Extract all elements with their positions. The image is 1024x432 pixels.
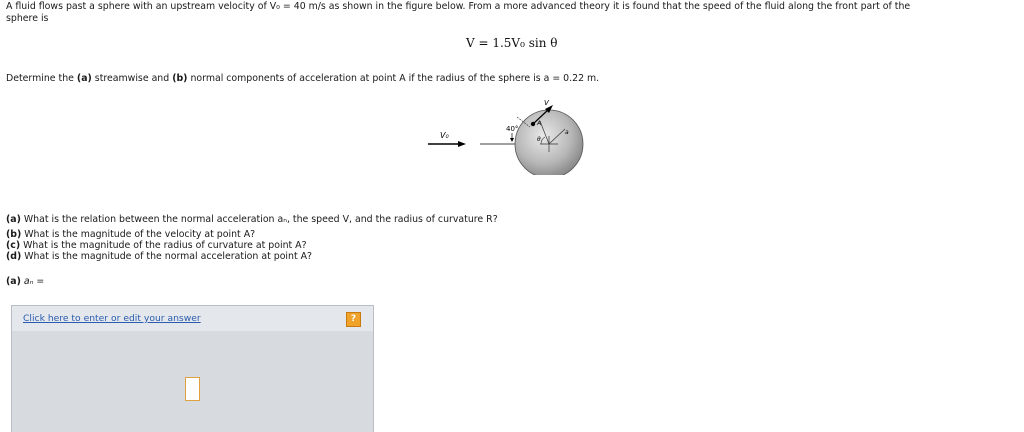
question-d	[6, 251, 312, 262]
question-b	[6, 229, 255, 240]
angle-label: 40°	[506, 125, 519, 133]
determine-mid: streamwise and	[91, 73, 173, 84]
question-d-text: What is the magnitude of the normal acceleration at point A?	[21, 251, 313, 262]
answer-toolbar	[12, 306, 373, 331]
question-a-tag: (a)	[6, 214, 21, 225]
sphere-figure	[420, 95, 600, 175]
question-b-text: What is the magnitude of the velocity at point A?	[21, 229, 256, 240]
edit-answer-link[interactable]: Click here to enter or edit your answer	[23, 313, 201, 324]
answer-prompt-var: aₙ	[23, 276, 34, 287]
determine-post: normal components of acceleration at point A if the radius of the sphere is a = 0.22 m.	[187, 73, 600, 84]
answer-prompt	[6, 276, 44, 287]
question-c-text: What is the magnitude of the radius of curvature at point A?	[20, 240, 307, 251]
problem-intro-line-1: A fluid flows past a sphere with an upstream velocity of V₀ = 40 m/s as shown in the figure below. From a more advanced theory it is found that the speed of the fluid along the front part of the	[6, 1, 911, 12]
answer-input[interactable]	[185, 377, 200, 401]
theta-label: θ	[537, 136, 541, 143]
answer-panel	[11, 305, 374, 432]
question-a	[6, 214, 498, 225]
upstream-arrowhead	[458, 141, 466, 147]
help-button[interactable]: ?	[346, 312, 361, 327]
question-d-tag: (d)	[6, 251, 22, 262]
determine-statement	[6, 73, 599, 84]
question-c-tag: (c)	[6, 240, 21, 251]
speed-equation: V = 1.5V₀ sin θ	[466, 36, 558, 50]
determine-pre: Determine the	[6, 73, 77, 84]
question-c	[6, 240, 307, 251]
angle-tick-arrow	[510, 138, 514, 142]
answer-prompt-tag: (a)	[6, 276, 21, 287]
problem-intro-line-2: sphere is	[6, 13, 49, 24]
question-b-tag: (b)	[6, 229, 22, 240]
v-label: V	[544, 99, 549, 107]
question-a-text: What is the relation between the normal acceleration aₙ, the speed V, and the radius of curvature R?	[20, 214, 498, 225]
determine-part-a: (a)	[76, 73, 92, 84]
determine-part-b: (b)	[172, 73, 188, 84]
point-a-label: A	[537, 120, 542, 127]
answer-prompt-eq: =	[33, 276, 45, 287]
radius-label: a	[565, 129, 569, 136]
v0-label: V₀	[440, 131, 449, 140]
